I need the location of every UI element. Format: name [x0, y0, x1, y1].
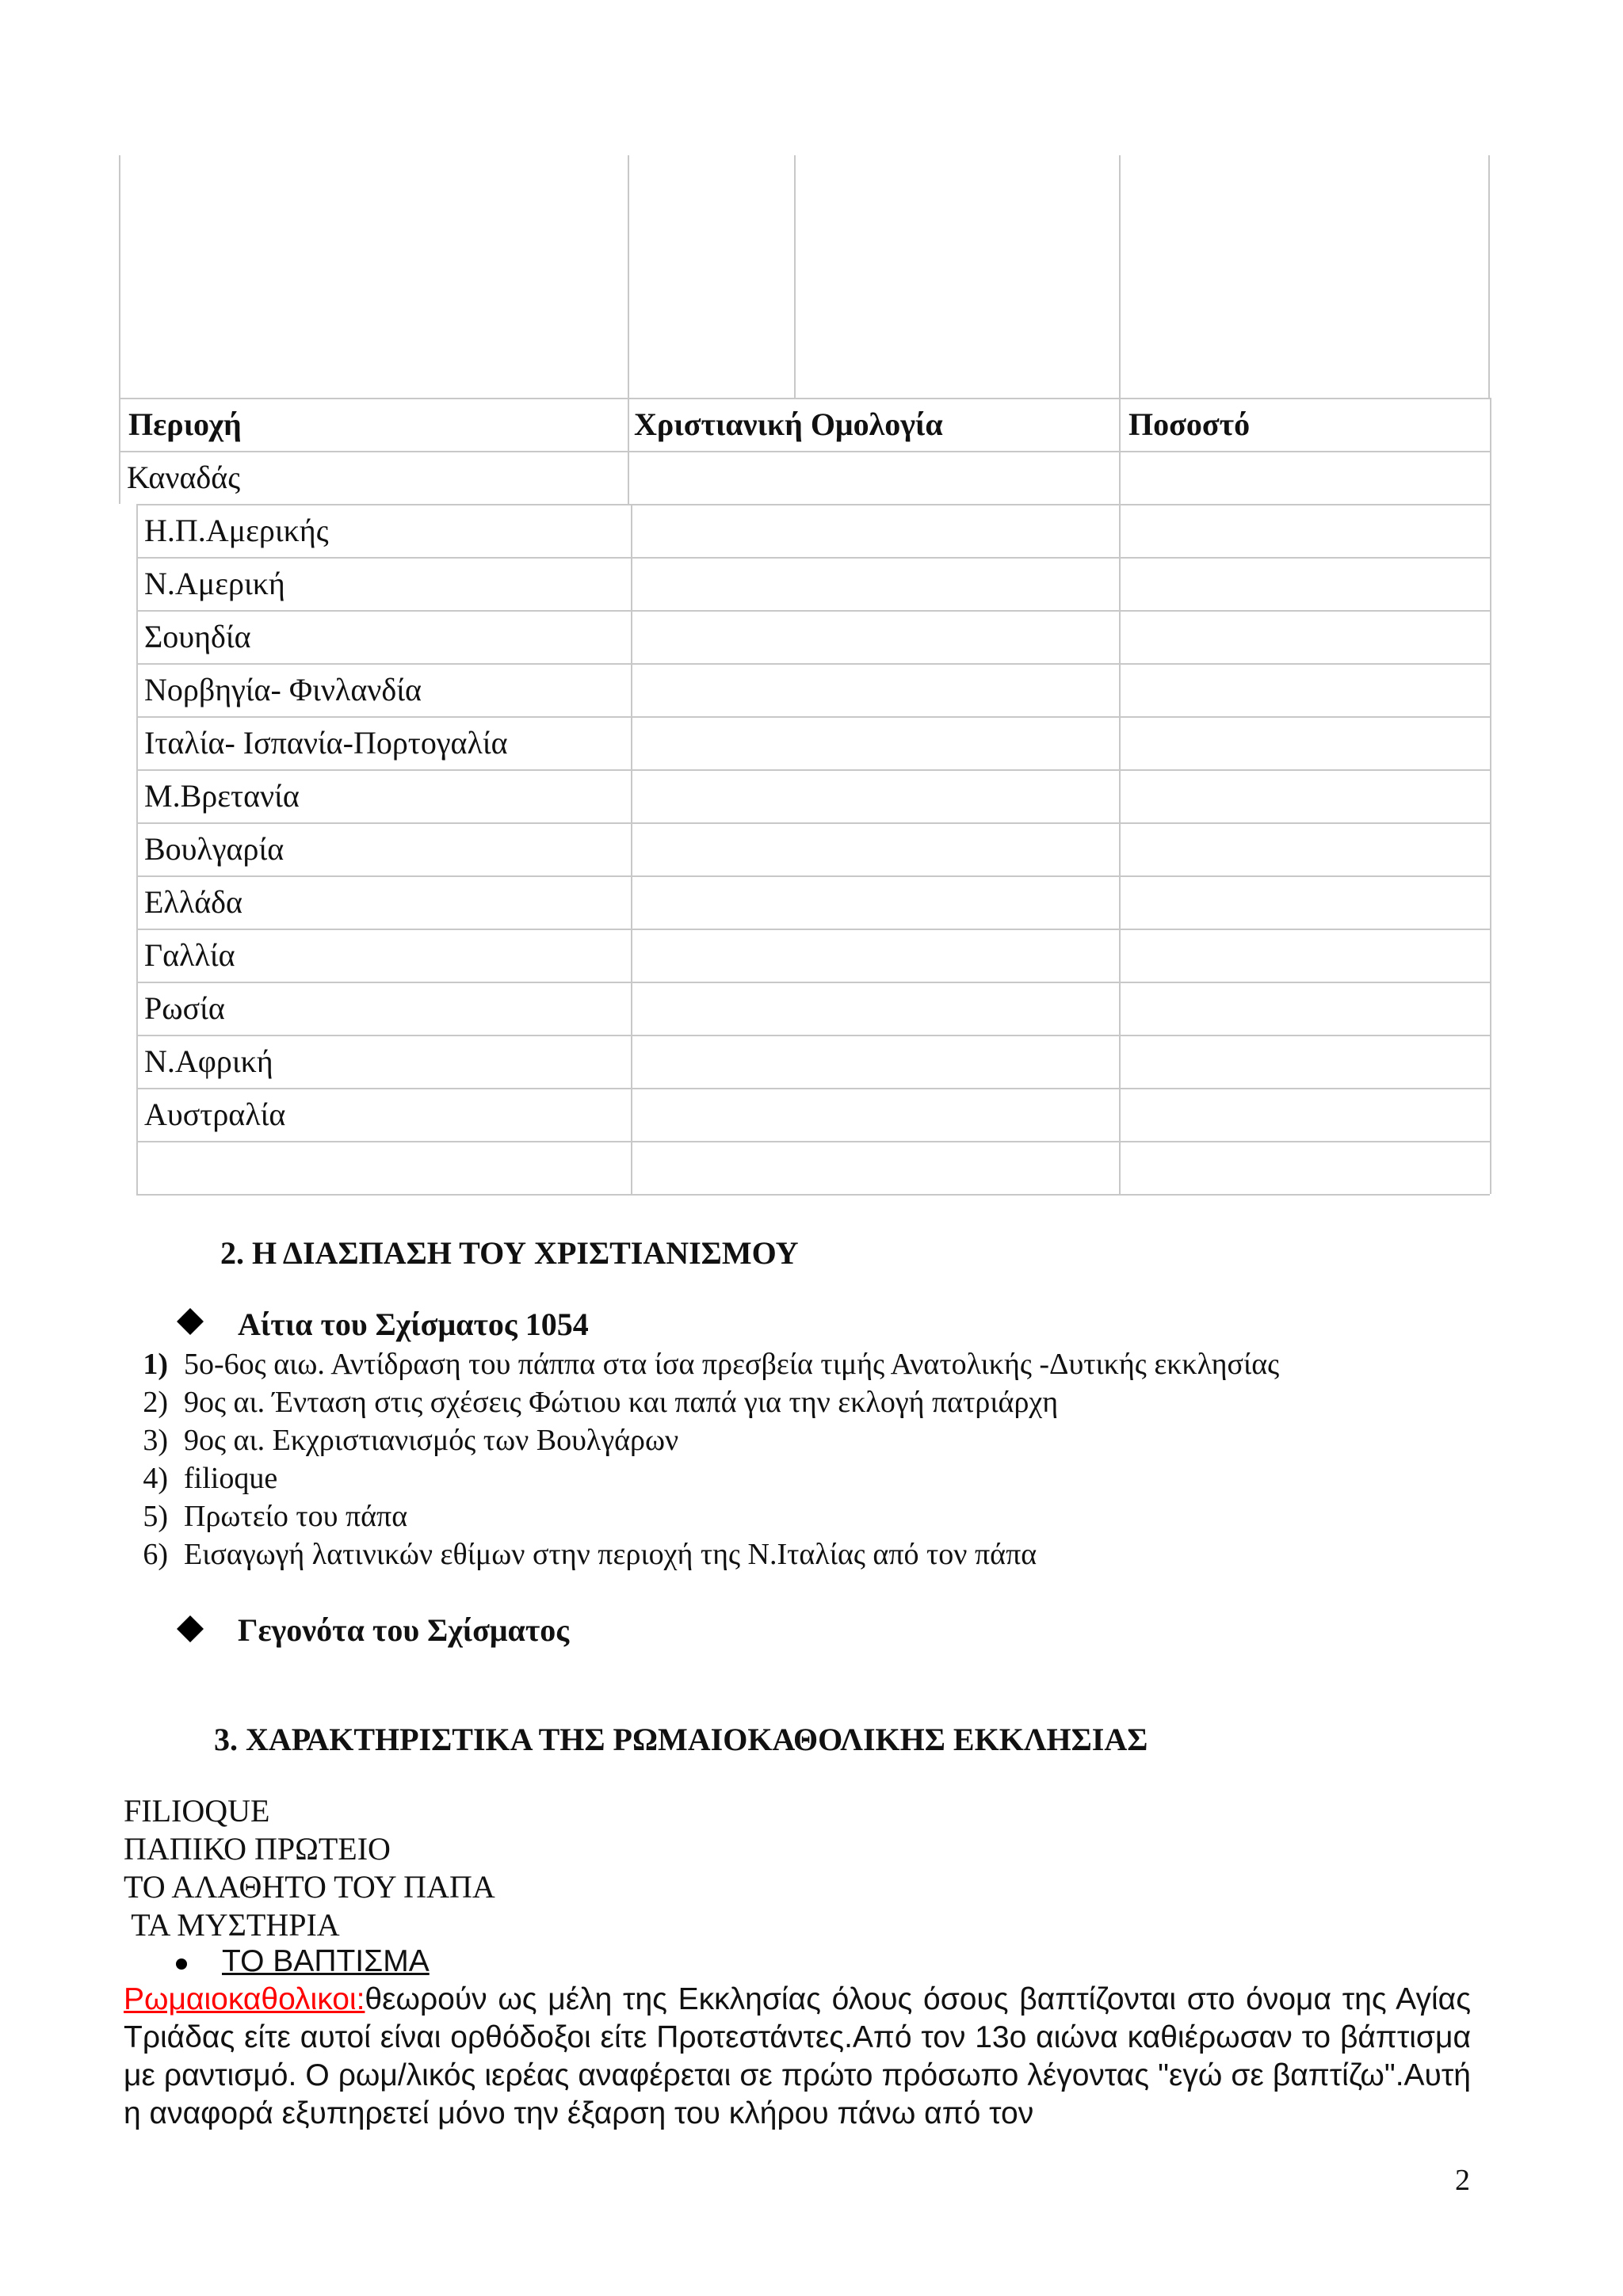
table-header-cell: Περιοχή [128, 406, 242, 442]
table-border [136, 504, 1490, 505]
table-border [136, 982, 1490, 983]
table-border [1490, 398, 1491, 451]
characteristics-list [124, 1792, 495, 1944]
table-border [1490, 1035, 1491, 1088]
causes-list [119, 1347, 1279, 1575]
table-border [136, 1141, 138, 1194]
table-border [631, 663, 632, 716]
section-3-heading: 3. ΧΑΡΑΚΤΗΡΙΣΤΙΚΑ ΤΗΣ ΡΩΜΑΙΟΚΑΘΟΛΙΚΗΣ ΕΚΚΛΗΣΙΑΣ [214, 1722, 1148, 1757]
table-border [136, 504, 138, 557]
table-border [1119, 875, 1121, 929]
table-border [136, 663, 1490, 665]
table-border [1490, 716, 1491, 769]
list-item: 1) 5ο-6ος αιω. Αντίδραση του πάππα στα ίσα πρεσβεία τιμής Ανατολικής -Δυτικής εκκλησίας [143, 1348, 1280, 1381]
table-border [136, 1088, 138, 1141]
table-border [1490, 769, 1491, 822]
table-border [136, 1035, 1490, 1036]
table-border [1119, 769, 1121, 822]
table-border [631, 929, 632, 982]
table-border [1119, 1141, 1121, 1194]
table-border [119, 451, 120, 504]
table-header-cell: Ποσοστό [1128, 406, 1251, 442]
table-border [1490, 610, 1491, 663]
table-border [136, 982, 138, 1035]
table-border [1490, 982, 1491, 1035]
table-row-label: Μ.Βρετανία [144, 778, 300, 814]
baptism-bullet: ΤΟ ΒΑΠΤΙΣΜΑ [222, 1944, 430, 1978]
table-border [631, 557, 632, 610]
table-row-label: Γαλλία [144, 937, 235, 973]
table-border [628, 451, 629, 504]
table-border [628, 398, 629, 451]
table-border [1119, 398, 1121, 451]
events-title: Γεγονότα του Σχίσματος [238, 1612, 570, 1648]
table-border [1119, 504, 1121, 557]
table-border [1119, 557, 1121, 610]
section-2-heading: 2. Η ΔΙΑΣΠΑΣΗ ΤΟΥ ΧΡΙΣΤΙΑΝΙΣΜΟΥ [220, 1235, 799, 1271]
table-border [1490, 663, 1491, 716]
table-row-label: Ρωσία [144, 990, 225, 1026]
table-border [136, 557, 138, 610]
table-border [631, 504, 632, 557]
list-item: 3) 9ος αι. Εκχριστιανισμός των Βουλγάρων [143, 1424, 679, 1457]
table-border [136, 929, 138, 982]
table-border [136, 1194, 1490, 1196]
table-border [136, 929, 1490, 930]
table-border [631, 1035, 632, 1088]
table-border [1490, 451, 1491, 504]
diamond-bullet-icon [177, 1615, 204, 1642]
table-row-label: Καναδάς [127, 460, 241, 495]
table-border [1119, 451, 1121, 504]
table-border [136, 769, 138, 822]
causes-title: Αίτια του Σχίσματος 1054 [238, 1306, 589, 1342]
list-item: 4) filioque [143, 1462, 278, 1495]
page-number: 2 [1455, 2164, 1470, 2197]
table-border [136, 875, 138, 929]
table-border [1119, 610, 1121, 663]
table-border [136, 1035, 138, 1088]
table-border [631, 822, 632, 875]
table-border [136, 663, 138, 716]
table-border [1490, 1088, 1491, 1141]
table-border [119, 398, 1490, 399]
table-row-label: Ιταλία- Ισπανία-Πορτογαλία [144, 725, 508, 761]
table-border [119, 398, 120, 451]
table-border [136, 875, 1490, 877]
diamond-bullet-icon [177, 1308, 204, 1335]
table-header-cell: Χριστιανική Ομολογία [634, 406, 943, 442]
table-row-label: Βουλγαρία [144, 831, 285, 867]
table-border [136, 822, 1490, 824]
table-border [631, 1088, 632, 1141]
list-item: ΠΑΠΙΚΟ ΠΡΩΤΕΙΟ [124, 1831, 391, 1867]
table-row-label: Αυστραλία [144, 1097, 286, 1132]
table-border [1490, 557, 1491, 610]
table-border [631, 769, 632, 822]
table-border [119, 451, 1490, 452]
table-border [136, 557, 1490, 559]
table-border [136, 716, 138, 769]
table-border [1490, 504, 1491, 557]
table-border [136, 716, 1490, 718]
list-item: 2) 9ος αι. Ένταση στις σχέσεις Φώτιου και παπά για την εκλογή πατριάρχη [143, 1386, 1059, 1419]
table-border [631, 610, 632, 663]
table-border [1119, 822, 1121, 875]
table-row-label: Σουηδία [144, 619, 251, 654]
paragraph-text: θεωρούν ως μέλη της Εκκλησίας όλους όσους βαπτίζονται στο όνομα της Αγίας Τριάδας είτε αυτοί είναι ορθόδοξοι είτε Προτεστάντες.Από τον 13ο αιώνα καθιέρωσαν το βάπτισμα με ραντισμό. Ο ρωμ/λικός ιερέας αναφέρεται σε πρώτο πρόσωπο λέγοντας "εγώ σε βαπτίζω".Αυτή η αναφορά εξυπηρετεί μόνο την έξαρση του κλήρου πάνω από τον [124, 1982, 1471, 2130]
list-item: 5) Πρωτείο του πάπα [143, 1500, 408, 1533]
bullet-dot-icon [176, 1958, 187, 1970]
table-border [631, 1141, 632, 1194]
table-border [1490, 822, 1491, 875]
table-border [631, 875, 632, 929]
table-border [136, 610, 138, 663]
list-item: 6) Εισαγωγή λατινικών εθίμων στην περιοχή της Ν.Ιταλίας από τον πάπα [143, 1538, 1037, 1571]
list-item: FILIOQUE [124, 1793, 270, 1829]
table-row-label: Ελλάδα [144, 884, 242, 920]
table-border [136, 769, 1490, 771]
table-border [631, 982, 632, 1035]
baptism-paragraph [124, 1981, 1471, 2133]
table-border [1119, 1035, 1121, 1088]
table-row-label: Ν.Αμερική [144, 566, 285, 601]
table-row-label: Η.Π.Αμερικής [144, 513, 329, 548]
table-border [136, 610, 1490, 612]
table-border [1119, 929, 1121, 982]
table-border [1119, 982, 1121, 1035]
list-item: ΤΑ ΜΥΣΤΗΡΙΑ [124, 1907, 340, 1943]
table-border [1119, 1088, 1121, 1141]
table-border [136, 1141, 1490, 1142]
table-border [136, 1088, 1490, 1089]
table-border [136, 822, 138, 875]
table-row-label: Ν.Αφρική [144, 1043, 273, 1079]
table-border [1119, 663, 1121, 716]
list-item: ΤΟ ΑΛΑΘΗΤΟ ΤΟΥ ΠΑΠΑ [124, 1869, 495, 1905]
table-border [1490, 875, 1491, 929]
catholics-label: Ρωμαιοκαθολικοι: [124, 1982, 365, 2016]
table-border [1490, 929, 1491, 982]
table-border [631, 716, 632, 769]
table-border [1119, 716, 1121, 769]
table-row-label: Νορβηγία- Φινλανδία [144, 672, 422, 707]
table-border [1490, 1141, 1491, 1194]
